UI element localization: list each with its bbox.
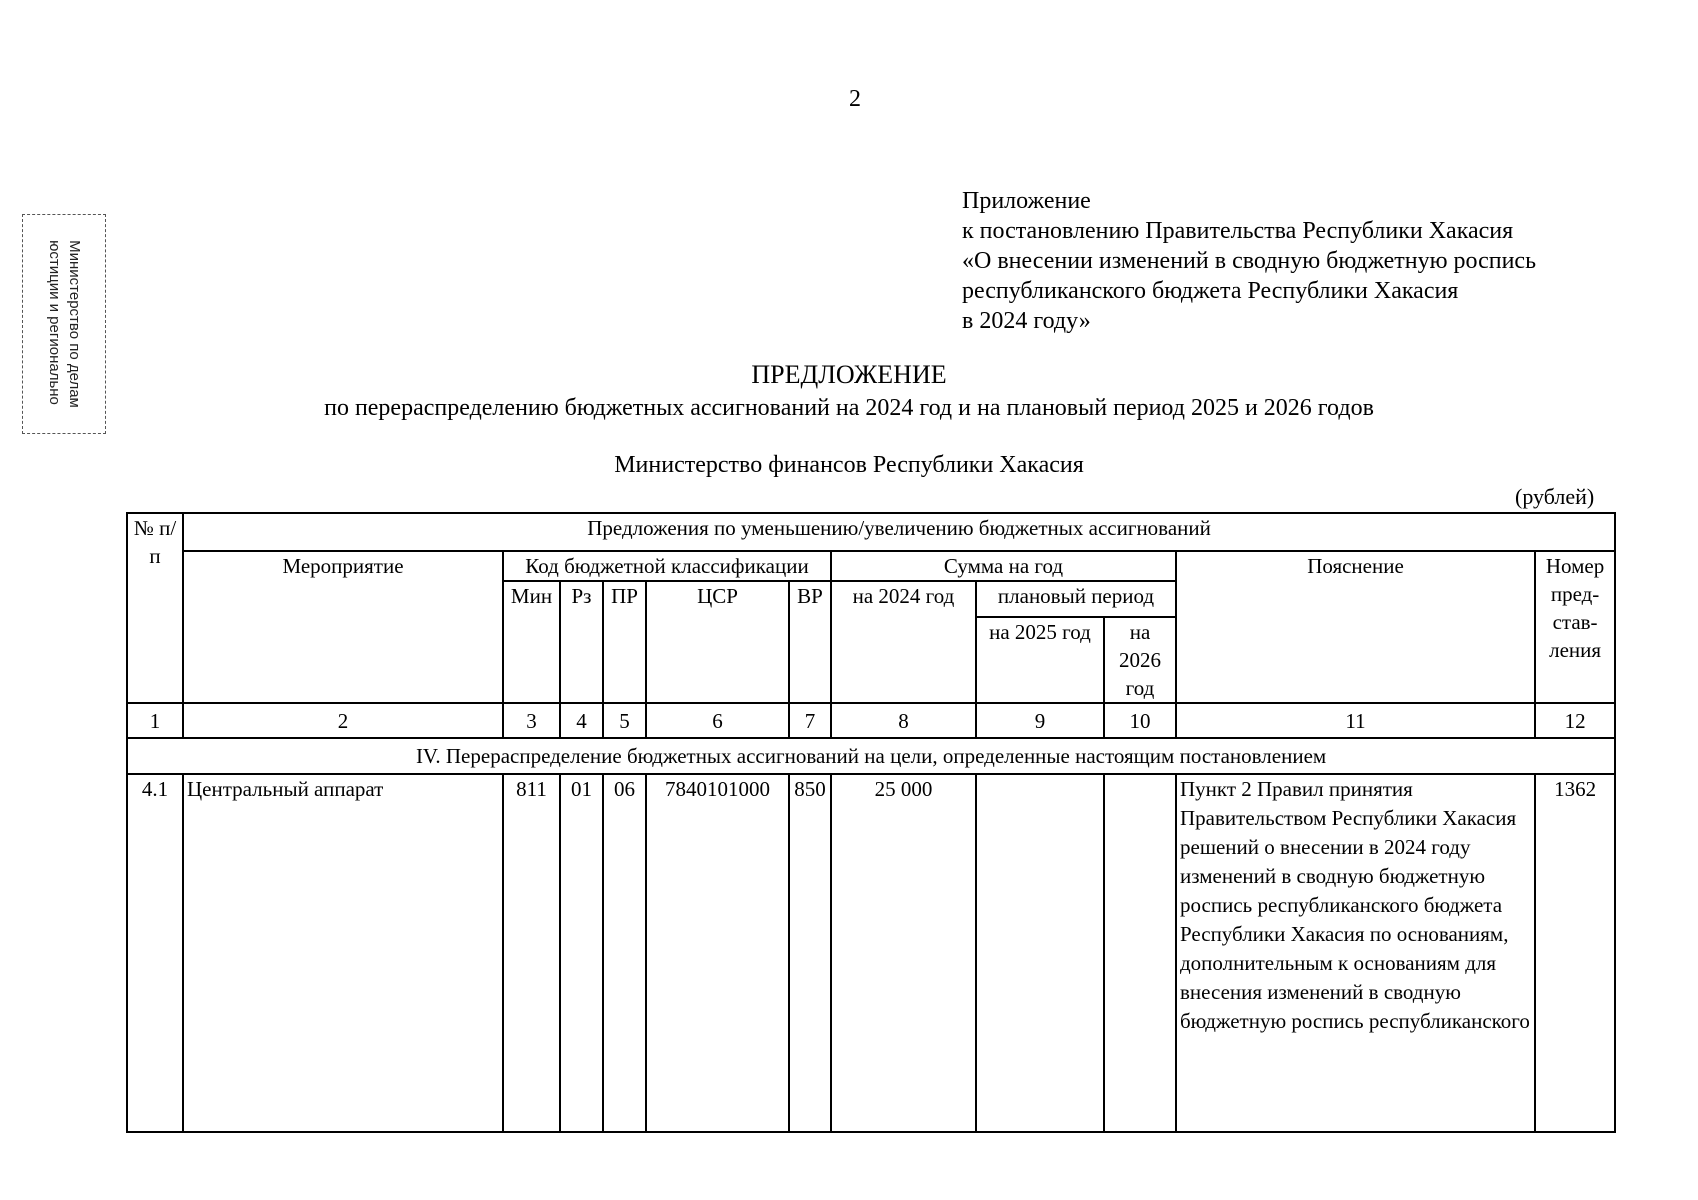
column-number: 8 [831, 703, 976, 738]
appendix-line-1: Приложение [962, 188, 1091, 214]
header-min: Мин [503, 581, 560, 703]
column-number: 1 [127, 703, 183, 738]
header-row-2 [127, 551, 1615, 581]
column-number: 4 [560, 703, 603, 738]
cell-2025 [976, 774, 1104, 1132]
cell-min: 811 [503, 774, 560, 1132]
section-title: IV. Перераспределение бюджетных ассигнований на цели, определенные настоящим постановлением [127, 738, 1615, 774]
header-rep-number: Номер пред-став-ления [1535, 551, 1615, 703]
document-subtitle: по перераспределению бюджетных ассигнований на 2024 год и на плановый период 2025 и 2026 годов [324, 395, 1374, 421]
appendix-header [962, 186, 1536, 336]
cell-explanation: Пункт 2 Правил принятия Правительством Республики Хакасия решений о внесении в 2024 году изменений в сводную бюджетную роспись республиканского бюджета Республики Хакасия по основаниям, дополнительным к основаниям для внесения изменений в сводную бюджетную роспись республиканского [1176, 774, 1535, 1132]
header-plan-period: плановый период [976, 581, 1176, 617]
table-row [127, 774, 1615, 1132]
column-number: 6 [646, 703, 789, 738]
appendix-line-4: республиканского бюджета Республики Хакасия [962, 278, 1459, 304]
appendix-line-5: в 2024 году» [962, 308, 1091, 334]
cell-num: 4.1 [127, 774, 183, 1132]
column-number: 2 [183, 703, 503, 738]
cell-2026 [1104, 774, 1176, 1132]
column-number: 7 [789, 703, 831, 738]
column-number: 11 [1176, 703, 1535, 738]
header-row-1 [127, 513, 1615, 551]
stamp-line-1: Министерство по делам [66, 240, 83, 408]
units-label: (рублей) [1515, 484, 1595, 509]
header-proposals: Предложения по уменьшению/увеличению бюджетных ассигнований [183, 513, 1615, 551]
cell-csr: 7840101000 [646, 774, 789, 1132]
column-number: 12 [1535, 703, 1615, 738]
document-title: ПРЕДЛОЖЕНИЕ [751, 360, 947, 389]
column-number: 3 [503, 703, 560, 738]
header-pr: ПР [603, 581, 646, 703]
cell-rz: 01 [560, 774, 603, 1132]
column-number: 9 [976, 703, 1104, 738]
ministry-name: Министерство финансов Республики Хакасия [614, 452, 1084, 478]
header-2025: на 2025 год [976, 617, 1104, 703]
cell-pr: 06 [603, 774, 646, 1132]
header-sum: Сумма на год [831, 551, 1176, 581]
header-num: № п/п [127, 513, 183, 703]
cell-rep-number: 1362 [1535, 774, 1615, 1132]
cell-event: Центральный аппарат [183, 774, 503, 1132]
header-rz: Рз [560, 581, 603, 703]
column-number: 5 [603, 703, 646, 738]
header-explanation: Пояснение [1176, 551, 1535, 703]
header-vr: ВР [789, 581, 831, 703]
header-code: Код бюджетной классификации [503, 551, 831, 581]
appendix-line-2: к постановлению Правительства Республики Хакасия [962, 218, 1514, 244]
stamp-line-2: юстиции и регионально [46, 240, 63, 405]
header-event: Мероприятие [183, 551, 503, 703]
header-2024: на 2024 год [831, 581, 976, 703]
header-csr: ЦСР [646, 581, 789, 703]
header-2026: на 2026 год [1104, 617, 1176, 703]
appendix-line-3: «О внесении изменений в сводную бюджетную роспись [962, 248, 1537, 274]
budget-table [126, 512, 1616, 1133]
column-number: 10 [1104, 703, 1176, 738]
column-numbers-row [127, 703, 1615, 738]
cell-vr: 850 [789, 774, 831, 1132]
cell-2024: 25 000 [831, 774, 976, 1132]
section-row [127, 738, 1615, 774]
page-number: 2 [849, 86, 861, 112]
